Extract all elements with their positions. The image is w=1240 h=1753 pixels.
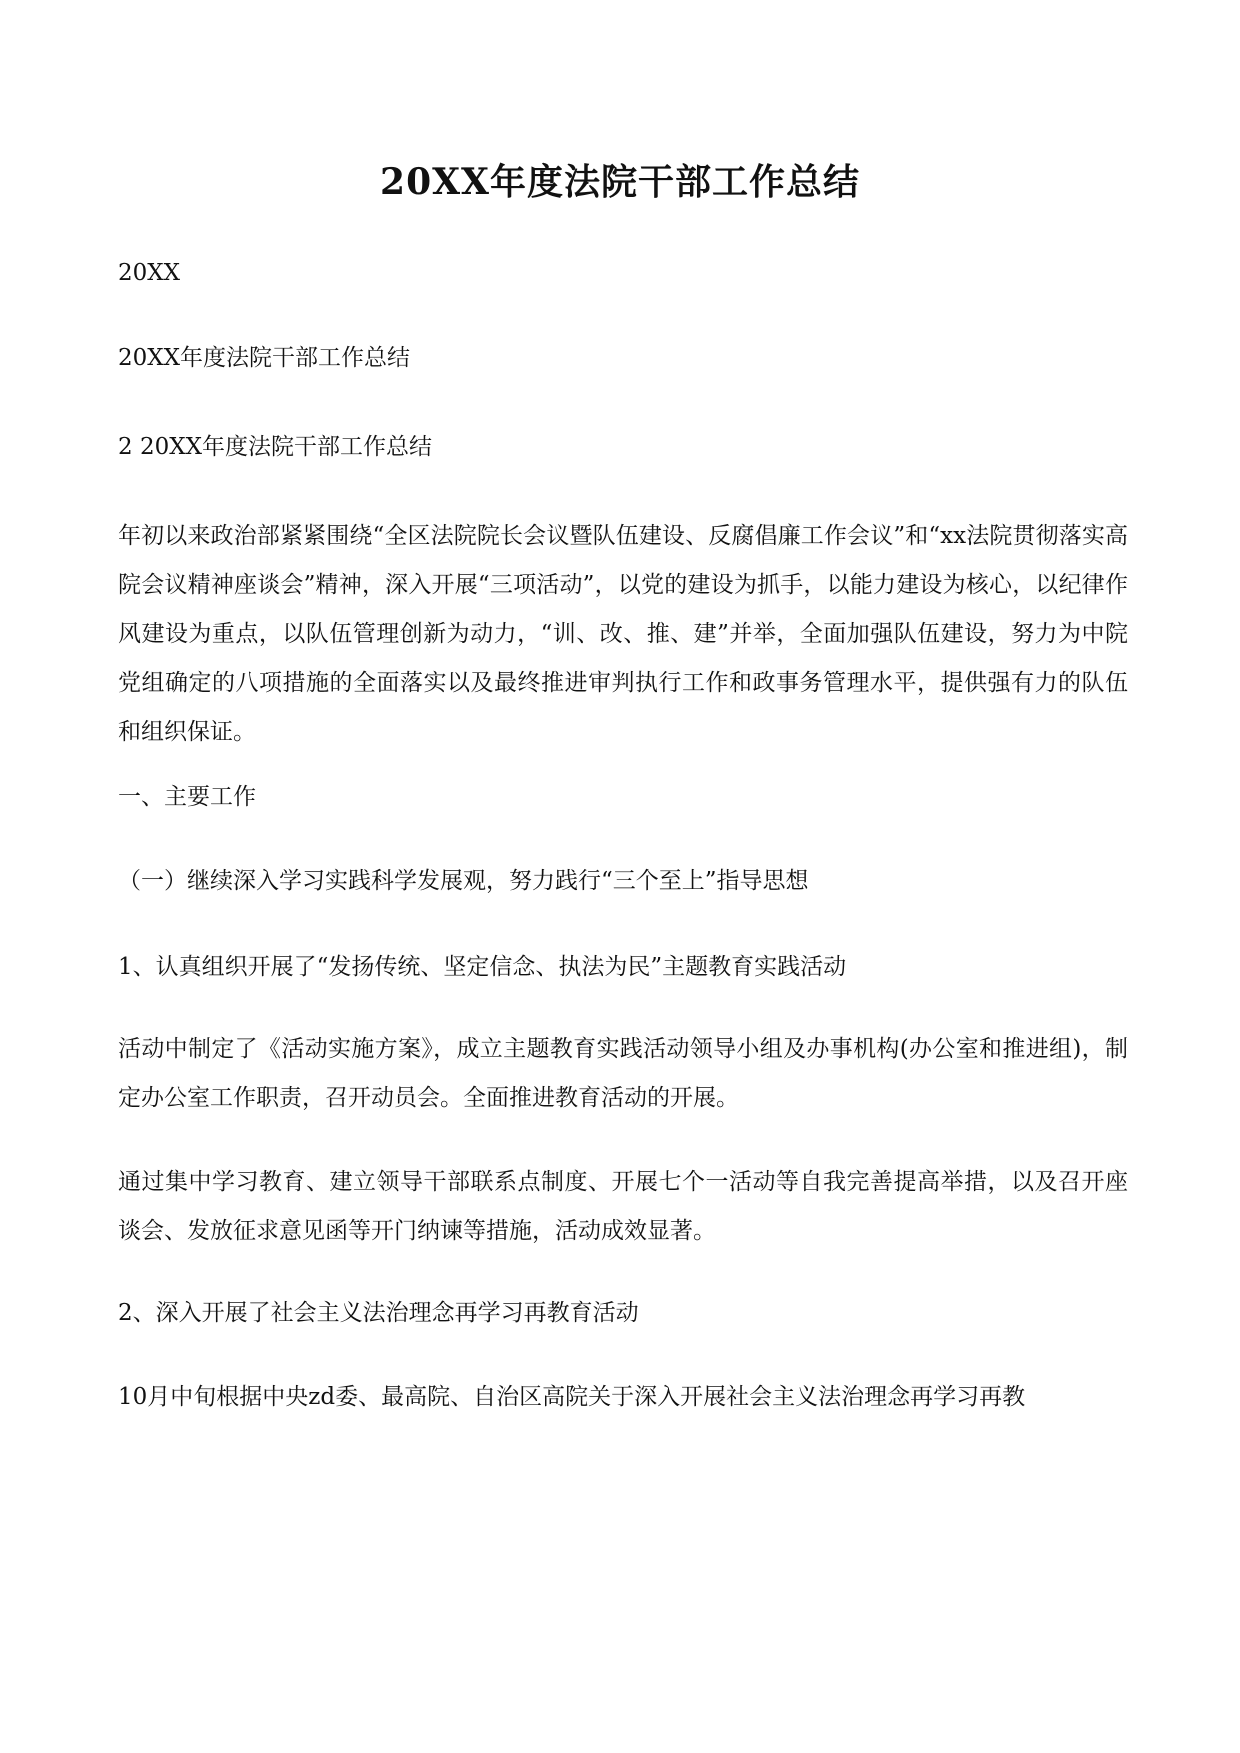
subsection-heading-1: （一）继续深入学习实践科学发展观，努力践行“三个至上”指导思想 (118, 868, 809, 894)
numbered-subtitle-line: 2 20XX年度法院干部工作总结 (118, 434, 432, 460)
subtitle-line: 20XX年度法院干部工作总结 (118, 345, 411, 371)
year-line: 20XX (118, 260, 181, 286)
item-2-paragraph-1: 10月中旬根据中央zd委、最高院、自治区高院关于深入开展社会主义法治理念再学习再教 (118, 1384, 1026, 1410)
document-title: 20XX年度法院干部工作总结 (380, 161, 860, 203)
item-heading-1: 1、认真组织开展了“发扬传统、坚定信念、执法为民”主题教育实践活动 (118, 954, 847, 980)
item-1-paragraph-2: 通过集中学习教育、建立领导干部联系点制度、开展七个一活动等自我完善提高举措，以及召开座谈会、发放征求意见函等开门纳谏等措施，活动成效显著。 (118, 1169, 1128, 1244)
intro-paragraph: 年初以来政治部紧紧围绕“全区法院院长会议暨队伍建设、反腐倡廉工作会议”和“xx法院贯彻落实高院会议精神座谈会”精神，深入开展“三项活动”，以党的建设为抓手，以能力建设为核心，以纪律作风建设为重点，以队伍管理创新为动力，“训、改、推、建”并举，全面加强队伍建设，努力为中院党组确定的八项措施的全面落实以及最终推进审判执行工作和政事务管理水平，提供强有力的队伍和组织保证。 (118, 523, 1128, 745)
item-1-paragraph-1: 活动中制定了《活动实施方案》，成立主题教育实践活动领导小组及办事机构(办公室和推进组)，制定办公室工作职责，召开动员会。全面推进教育活动的开展。 (118, 1036, 1128, 1111)
item-heading-2: 2、深入开展了社会主义法治理念再学习再教育活动 (118, 1300, 639, 1326)
section-heading-main-work: 一、主要工作 (118, 784, 256, 810)
